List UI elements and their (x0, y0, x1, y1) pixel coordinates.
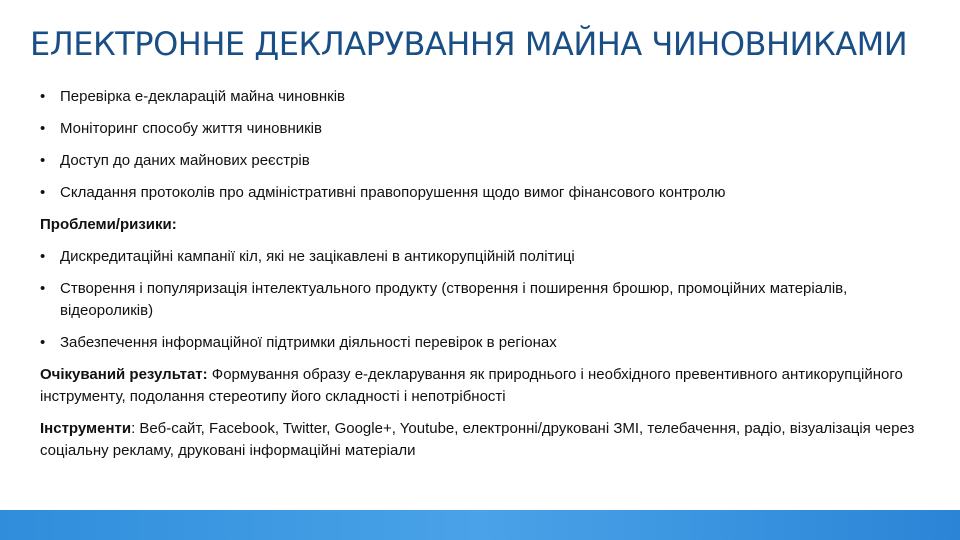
expected-result-label: Очікуваний результат: (40, 366, 208, 383)
problem-bullet: • Дискредитаційні кампанії кіл, які не зацікавлені в антикорупційній політиці (40, 246, 920, 268)
problem-bullet: • Створення і популяризація інтелектуального продукту (створення і поширення брошюр, промоційних матеріалів, відеороликів) (40, 278, 920, 322)
tools-label: Інструменти (40, 420, 132, 437)
task-bullet: • Доступ до даних майнових реєстрів (40, 150, 920, 172)
footer-bar (0, 510, 960, 540)
slide-body (40, 86, 920, 472)
expected-result-text: Формування образу е-декларування як природнього і необхідного превентивного антикорупційного інструменту, подолання стереотипу його складності і непотрібності (40, 366, 903, 405)
problems-heading: Проблеми/ризики: (40, 216, 177, 233)
task-bullet: • Перевірка е-декларацій майна чиновнків (40, 86, 920, 108)
task-bullet: • Складання протоколів про адміністративні правопорушення щодо вимог фінансового контролю (40, 182, 920, 204)
problem-bullet: • Забезпечення інформаційної підтримки діяльності перевірок в регіонах (40, 332, 920, 354)
task-bullet: • Моніторинг способу життя чиновників (40, 118, 920, 140)
expected-result-paragraph (40, 364, 920, 408)
tools-text: : Веб-сайт, Facebook, Twitter, Google+, Youtube, електронні/друковані ЗМІ, телебачення, радіо, візуалізація через соціальну рекламу, друковані інформаційні матеріали (40, 420, 915, 459)
slide-title: ЕЛЕКТРОННЕ ДЕКЛАРУВАННЯ МАЙНА ЧИНОВНИКАМИ (30, 25, 908, 63)
tools-paragraph (40, 418, 920, 462)
